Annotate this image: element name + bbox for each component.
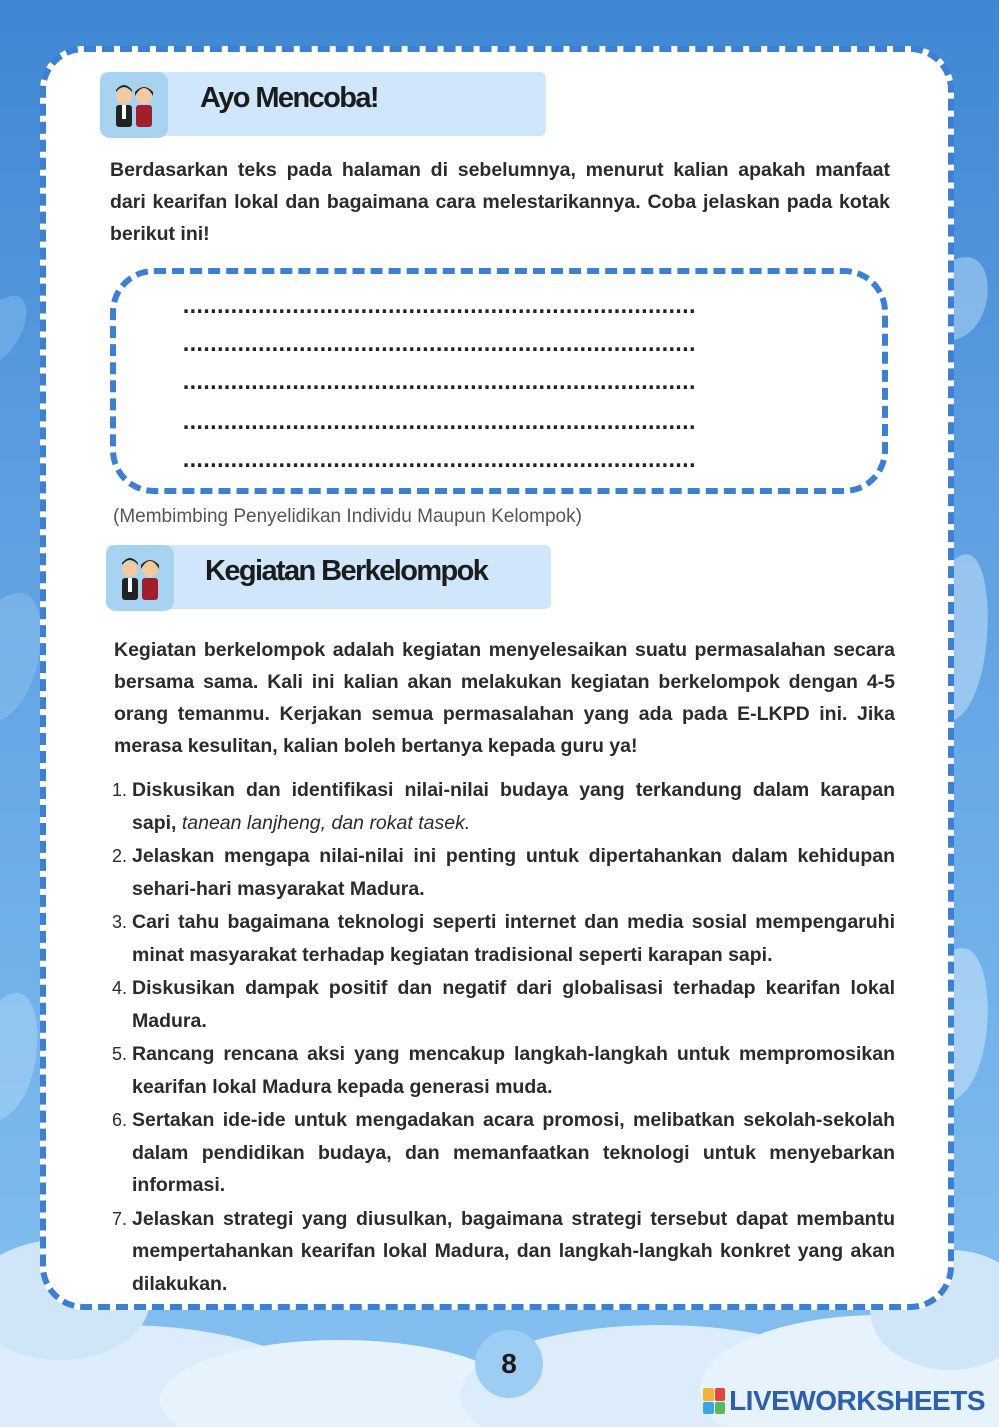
list-item-italic: tanean lanjheng, dan rokat tasek. xyxy=(181,811,471,834)
intro-text: Kegiatan berkelompok adalah kegiatan menyelesaikan suatu permasalahan secara bersama sama. Kali ini kalian akan melakukan kegiatan berkelompok dengan 4-5 orang temanmu. Kerjakan semua permasalahan yang ada pada E-LKPD ini. Jika merasa kesulitan, kalian boleh bertanya kepada guru ya! xyxy=(114,639,895,757)
liveworksheets-brand[interactable] xyxy=(703,1384,985,1418)
answer-line[interactable]: ........................................................................... xyxy=(180,410,694,434)
list-number: 7. xyxy=(112,1208,128,1229)
list-number: 1. xyxy=(112,780,128,800)
list-item xyxy=(112,774,895,839)
section-title: Ayo Mencoba! xyxy=(200,82,378,114)
brand-name: LIVEWORKSHEETS xyxy=(729,1385,985,1416)
list-number: 4. xyxy=(112,978,128,998)
list-item xyxy=(112,1038,895,1103)
section-title: Kegiatan Berkelompok xyxy=(205,555,488,587)
list-item-text: Cari tahu bagaimana teknologi seperti internet dan media sosial mempengaruhi minat masyarakat terhadap kegiatan tradisional seperti karapan sapi. xyxy=(132,911,895,966)
task-list xyxy=(112,774,895,1301)
instruction-text: Berdasarkan teks pada halaman di sebelumnya, menurut kalian apakah manfaat dari kearifan lokal dan bagaimana cara melestarikannya. Coba jelaskan pada kotak berikut ini! xyxy=(110,159,890,245)
list-item-text: Sertakan ide-ide untuk mengadakan acara promosi, melibatkan sekolah-sekolah dalam pendidikan budaya, dan memanfaatkan teknologi untuk menyebarkan informasi. xyxy=(132,1109,895,1196)
list-item-text: Diskusikan dampak positif dan negatif dari globalisasi terhadap kearifan lokal Madura. xyxy=(132,977,895,1032)
section-header-kegiatan-berkelompok xyxy=(106,545,551,611)
caption-text: (Membimbing Penyelidikan Individu Maupun Kelompok) xyxy=(113,506,582,527)
list-item-text: Jelaskan mengapa nilai-nilai ini penting untuk dipertahankan dalam kehidupan sehari-hari masyarakat Madura. xyxy=(132,845,895,900)
list-item xyxy=(112,1104,895,1202)
list-number: 6. xyxy=(112,1110,128,1130)
answer-box[interactable] xyxy=(110,268,888,494)
list-number: 2. xyxy=(112,846,128,866)
list-item xyxy=(112,972,895,1037)
section-header-ayo-mencoba xyxy=(100,72,546,138)
answer-line[interactable]: ........................................................................... xyxy=(180,448,694,472)
list-item xyxy=(112,1203,895,1301)
answer-line[interactable]: ........................................................................... xyxy=(180,294,694,318)
answer-line[interactable]: ........................................................................... xyxy=(180,332,694,356)
list-number: 3. xyxy=(112,912,128,932)
list-item-text: Rancang rencana aksi yang mencakup langkah-langkah untuk mempromosikan kearifan lokal Madura kepada generasi muda. xyxy=(132,1043,895,1098)
list-number: 5. xyxy=(112,1044,128,1064)
answer-line[interactable]: ........................................................................... xyxy=(180,370,694,394)
students-icon xyxy=(106,545,174,611)
list-item xyxy=(112,840,895,905)
list-item-text: Diskusikan dan identifikasi nilai-nilai budaya yang terkandung dalam karapan sapi, xyxy=(132,779,895,834)
list-item xyxy=(112,906,895,971)
list-item-text: Jelaskan strategi yang diusulkan, bagaimana strategi tersebut dapat membantu mempertahankan kearifan lokal Madura, dan langkah-langkah konkret yang akan dilakukan. xyxy=(132,1207,895,1295)
page-number: 8 xyxy=(475,1330,543,1398)
liveworksheets-logo-icon xyxy=(703,1388,725,1414)
students-icon xyxy=(100,72,168,138)
